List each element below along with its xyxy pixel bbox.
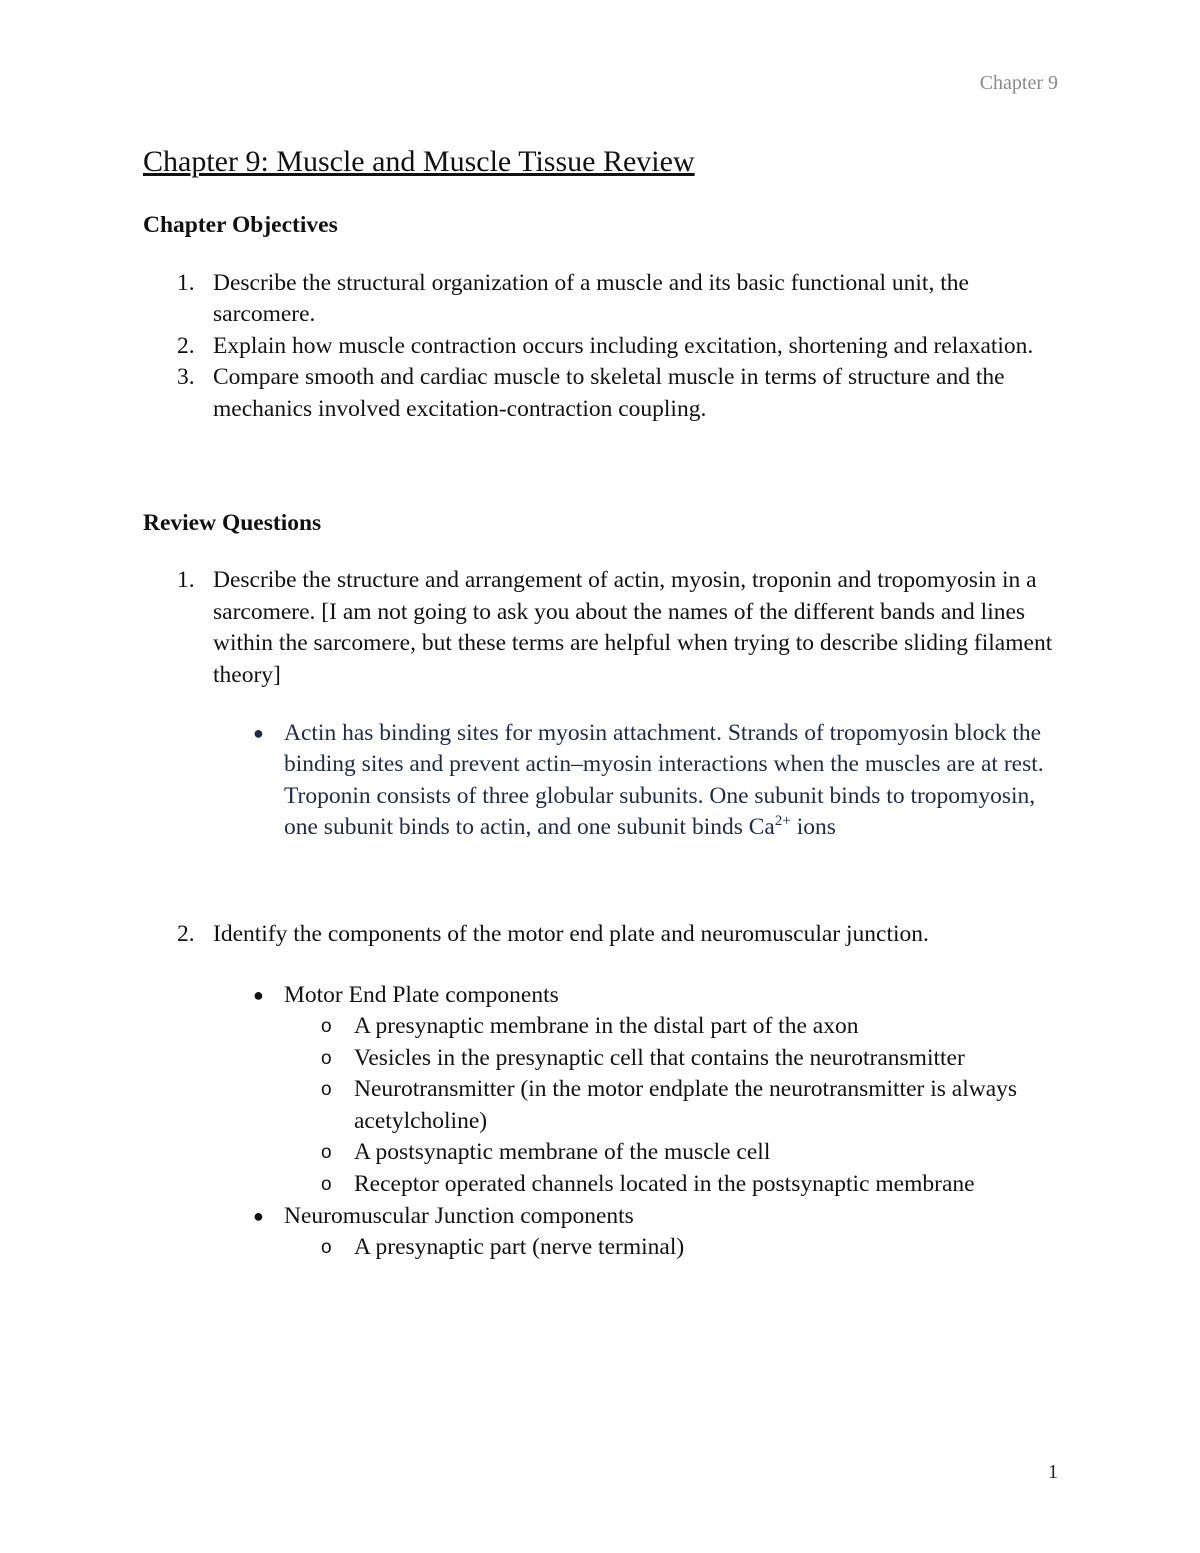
answer-text: Actin has binding sites for myosin attachment. Strands of tropomyosin block the binding sites and prevent actin–myosin interactions when the muscles are at rest. Troponin consists of three globular subunits. One subunit binds to tropomyosin, one subunit binds to actin, and one subunit binds Ca <box>284 719 1044 841</box>
document-body <box>143 144 1063 1264</box>
hollow-bullet-icon: o <box>321 1142 332 1164</box>
calcium-charge: 2+ <box>774 813 791 830</box>
component-group <box>143 1201 1063 1233</box>
objective-number: 2. <box>177 332 195 359</box>
component-text: Vesicles in the presynaptic cell that contains the neurotransmitter <box>354 1044 965 1071</box>
objective-text: Compare smooth and cardiac muscle to skeletal muscle in terms of structure and the mechanics involved excitation-contraction coupling. <box>213 364 1005 422</box>
group-label: Motor End Plate components <box>284 981 559 1008</box>
objective-item <box>143 331 1063 363</box>
objective-text: Describe the structural organization of a muscle and its basic functional unit, the sarcomere. <box>213 269 969 328</box>
question-number: 1. <box>177 567 195 594</box>
component-sublist <box>143 1232 1063 1264</box>
review-questions-list-continued <box>143 919 1063 951</box>
group-label: Neuromuscular Junction components <box>284 1202 634 1229</box>
objective-item <box>143 268 1063 331</box>
component-sublist-wrap <box>143 1011 1063 1201</box>
question-number: 2. <box>177 920 195 947</box>
hollow-bullet-icon: o <box>321 1174 332 1196</box>
hollow-bullet-icon: o <box>321 1237 332 1259</box>
bullet-icon: ● <box>253 984 264 1005</box>
bullet-icon: ● <box>253 1205 264 1226</box>
question-text: Identify the components of the motor end plate and neuromuscular junction. <box>213 920 929 947</box>
review-question <box>143 919 1063 951</box>
component-sublist-wrap <box>143 1232 1063 1264</box>
component-sublist <box>143 1011 1063 1201</box>
component-text: Neurotransmitter (in the motor endplate the neurotransmitter is always acetylcholine) <box>354 1076 1018 1134</box>
answer-text-end: ions <box>790 814 836 841</box>
component-item <box>143 1137 1063 1169</box>
component-item <box>143 1074 1063 1137</box>
hollow-bullet-icon: o <box>321 1016 332 1038</box>
bullet-icon: ● <box>253 722 264 743</box>
component-text: Receptor operated channels located in the postsynaptic membrane <box>354 1171 975 1198</box>
objectives-list <box>143 268 1063 426</box>
component-item <box>143 1011 1063 1043</box>
component-group <box>143 980 1063 1012</box>
hollow-bullet-icon: o <box>321 1047 332 1069</box>
objective-number: 1. <box>177 269 195 296</box>
component-text: A postsynaptic membrane of the muscle cell <box>354 1139 771 1166</box>
q1-answer <box>143 718 1063 844</box>
component-item <box>143 1169 1063 1201</box>
q1-answer-list <box>143 718 1063 844</box>
component-text: A presynaptic part (nerve terminal) <box>354 1234 685 1261</box>
objectives-heading: Chapter Objectives <box>143 212 338 238</box>
objective-text: Explain how muscle contraction occurs including excitation, shortening and relaxation. <box>213 332 1034 359</box>
question-text: Describe the structure and arrangement of actin, myosin, troponin and tropomyosin in a sarcomere. [I am not going to ask you about the names of the different bands and lines within the sarcomere, but these terms are helpful when trying to describe sliding filament theory] <box>213 567 1053 688</box>
objective-number: 3. <box>177 364 195 391</box>
review-question <box>143 565 1063 691</box>
page-title: Chapter 9: Muscle and Muscle Tissue Review <box>143 145 695 178</box>
review-heading: Review Questions <box>143 509 322 536</box>
review-questions-list <box>143 565 1063 691</box>
page-number: 1 <box>1048 1461 1058 1483</box>
component-item <box>143 1043 1063 1075</box>
objective-item <box>143 362 1063 425</box>
component-text: A presynaptic membrane in the distal part of the axon <box>354 1013 859 1040</box>
hollow-bullet-icon: o <box>321 1079 332 1101</box>
running-header: Chapter 9 <box>979 72 1058 94</box>
q2-answer-list <box>143 980 1063 1264</box>
component-item <box>143 1232 1063 1264</box>
